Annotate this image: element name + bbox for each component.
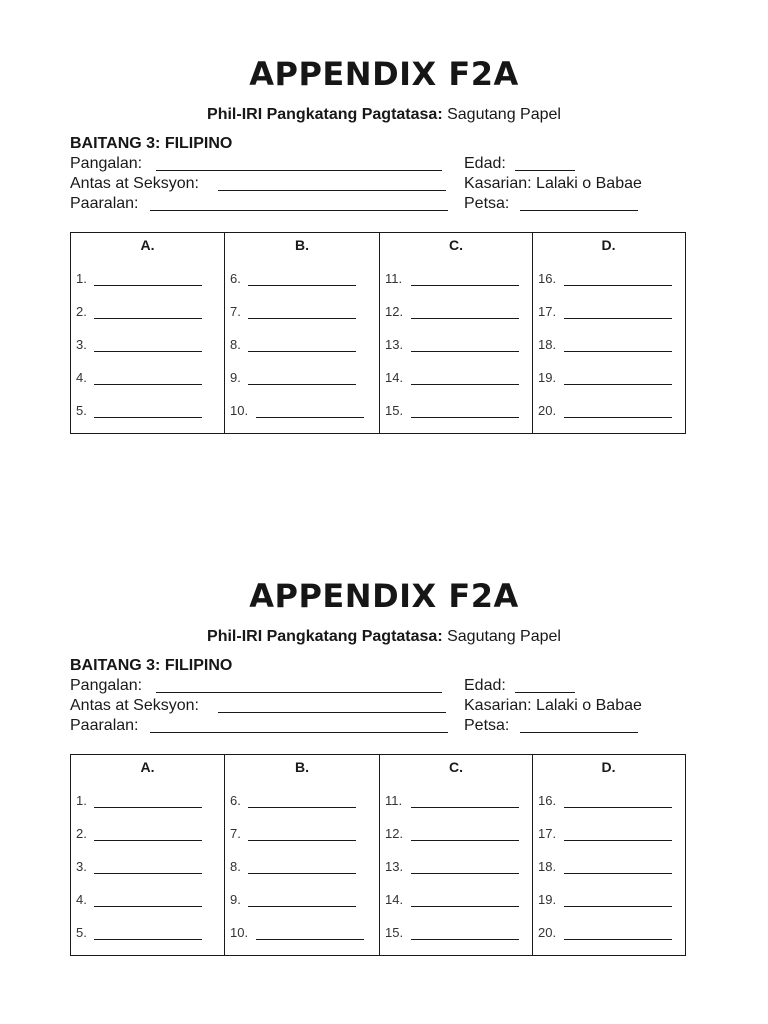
answer-item[interactable]: [538, 826, 556, 842]
answer-column-a: [71, 233, 224, 433]
answer-sheet: [0, 574, 768, 1024]
answer-column-b: [224, 233, 379, 433]
column-header: C.: [449, 237, 463, 253]
age-field[interactable]: [464, 676, 506, 696]
item-number: 6.: [230, 793, 241, 808]
answer-blank[interactable]: [94, 384, 202, 385]
item-number: 6.: [230, 271, 241, 286]
item-number: 8.: [230, 859, 241, 874]
item-number: 18.: [538, 337, 557, 352]
item-number: 9.: [230, 370, 241, 385]
answer-blank[interactable]: [411, 318, 519, 319]
answer-item[interactable]: [230, 337, 241, 353]
answer-item[interactable]: [76, 370, 87, 386]
answer-table: [70, 754, 686, 956]
answer-column-a: [71, 755, 224, 955]
answer-column-c: [379, 755, 532, 955]
answer-blank[interactable]: [94, 318, 202, 319]
subtitle-bold: Phil-IRI Pangkatang Pagtatasa:: [207, 106, 443, 123]
age-field[interactable]: [464, 154, 506, 174]
answer-blank[interactable]: [256, 417, 364, 418]
answer-item[interactable]: [230, 370, 241, 386]
item-number: 14.: [385, 370, 404, 385]
answer-item[interactable]: [538, 370, 556, 386]
answer-item[interactable]: [385, 403, 403, 419]
answer-item[interactable]: [385, 793, 402, 809]
answer-item[interactable]: [76, 826, 87, 842]
answer-item[interactable]: [230, 826, 241, 842]
date-field[interactable]: [464, 716, 509, 736]
name-label: Pangalan:: [70, 677, 143, 694]
item-number: 20.: [538, 925, 557, 940]
date-field[interactable]: [464, 194, 509, 214]
sex-field: [464, 696, 642, 716]
item-number: 15.: [385, 403, 404, 418]
school-label: Paaralan:: [70, 717, 139, 734]
item-number: 5.: [76, 925, 87, 940]
answer-item[interactable]: [230, 793, 241, 809]
answer-blank[interactable]: [564, 285, 672, 286]
answer-blank[interactable]: [564, 939, 672, 940]
answer-item[interactable]: [76, 304, 87, 320]
item-number: 8.: [230, 337, 241, 352]
subtitle: [0, 104, 768, 126]
section-label: Antas at Seksyon:: [70, 175, 199, 192]
answer-item[interactable]: [230, 403, 248, 419]
answer-blank[interactable]: [564, 417, 672, 418]
age-blank[interactable]: [515, 692, 575, 693]
column-header: A.: [140, 237, 155, 253]
item-number: 1.: [76, 271, 87, 286]
answer-item[interactable]: [76, 337, 87, 353]
answer-item[interactable]: [538, 403, 556, 419]
answer-item[interactable]: [230, 892, 241, 908]
item-number: 2.: [76, 826, 87, 841]
item-number: 12.: [385, 304, 404, 319]
answer-blank[interactable]: [248, 807, 356, 808]
answer-item[interactable]: [385, 925, 403, 941]
item-number: 16.: [538, 271, 557, 286]
answer-blank[interactable]: [94, 873, 202, 874]
column-header: D.: [601, 237, 616, 253]
item-number: 5.: [76, 403, 87, 418]
name-label: Pangalan:: [70, 155, 143, 172]
item-number: 11.: [385, 793, 403, 808]
name-blank[interactable]: [156, 170, 442, 171]
answer-column-d: [532, 233, 684, 433]
answer-item[interactable]: [385, 304, 403, 320]
answer-blank[interactable]: [564, 351, 672, 352]
grade-heading: BAITANG 3: FILIPINO: [70, 657, 233, 674]
answer-item[interactable]: [76, 925, 87, 941]
item-number: 20.: [538, 403, 557, 418]
answer-item[interactable]: [385, 892, 403, 908]
answer-blank[interactable]: [411, 351, 519, 352]
page-title: APPENDIX F2A: [249, 55, 519, 93]
answer-blank[interactable]: [248, 873, 356, 874]
answer-blank[interactable]: [248, 318, 356, 319]
item-number: 10.: [230, 925, 249, 940]
item-number: 16.: [538, 793, 557, 808]
answer-blank[interactable]: [564, 906, 672, 907]
date-label: Petsa:: [464, 717, 510, 734]
grade-heading: BAITANG 3: FILIPINO: [70, 135, 233, 152]
answer-item[interactable]: [230, 859, 241, 875]
answer-blank[interactable]: [564, 318, 672, 319]
answer-item[interactable]: [230, 925, 248, 941]
item-number: 3.: [76, 859, 87, 874]
answer-item[interactable]: [76, 892, 87, 908]
answer-blank[interactable]: [411, 285, 519, 286]
item-number: 9.: [230, 892, 241, 907]
date-blank[interactable]: [520, 732, 638, 733]
section-field[interactable]: [70, 696, 199, 716]
answer-blank[interactable]: [248, 351, 356, 352]
section-label: Antas at Seksyon:: [70, 697, 199, 714]
answer-column-d: [532, 755, 684, 955]
item-number: 4.: [76, 370, 87, 385]
answer-item[interactable]: [76, 859, 87, 875]
answer-item[interactable]: [385, 337, 403, 353]
answer-blank[interactable]: [248, 384, 356, 385]
subtitle-regular: Sagutang Papel: [447, 106, 561, 123]
sex-field: [464, 174, 642, 194]
name-field[interactable]: [70, 154, 142, 174]
column-header: A.: [140, 759, 155, 775]
name-blank[interactable]: [156, 692, 442, 693]
item-number: 10.: [230, 403, 249, 418]
answer-blank[interactable]: [248, 285, 356, 286]
subtitle: [0, 626, 768, 648]
answer-item[interactable]: [538, 793, 556, 809]
item-number: 3.: [76, 337, 87, 352]
answer-blank[interactable]: [94, 939, 202, 940]
answer-blank[interactable]: [411, 807, 519, 808]
age-label: Edad:: [464, 155, 506, 172]
item-number: 7.: [230, 826, 241, 841]
school-field[interactable]: [70, 716, 139, 736]
item-number: 13.: [385, 337, 404, 352]
answer-blank[interactable]: [94, 351, 202, 352]
item-number: 19.: [538, 892, 557, 907]
item-number: 14.: [385, 892, 404, 907]
age-label: Edad:: [464, 677, 506, 694]
item-number: 2.: [76, 304, 87, 319]
school-blank[interactable]: [150, 210, 448, 211]
answer-item[interactable]: [538, 337, 556, 353]
answer-item[interactable]: [385, 826, 403, 842]
answer-blank[interactable]: [564, 873, 672, 874]
item-number: 1.: [76, 793, 87, 808]
answer-item[interactable]: [538, 271, 556, 287]
item-number: 15.: [385, 925, 404, 940]
answer-item[interactable]: [230, 271, 241, 287]
school-label: Paaralan:: [70, 195, 139, 212]
answer-blank[interactable]: [248, 906, 356, 907]
answer-blank[interactable]: [411, 384, 519, 385]
age-blank[interactable]: [515, 170, 575, 171]
answer-item[interactable]: [538, 925, 556, 941]
item-number: 4.: [76, 892, 87, 907]
answer-item[interactable]: [538, 304, 556, 320]
answer-blank[interactable]: [564, 384, 672, 385]
item-number: 7.: [230, 304, 241, 319]
answer-item[interactable]: [76, 271, 87, 287]
answer-blank[interactable]: [411, 939, 519, 940]
answer-blank[interactable]: [564, 840, 672, 841]
answer-item[interactable]: [385, 370, 403, 386]
date-blank[interactable]: [520, 210, 638, 211]
column-header: B.: [295, 759, 309, 775]
answer-column-c: [379, 233, 532, 433]
answer-sheet: [0, 52, 768, 512]
page-title: APPENDIX F2A: [249, 577, 519, 615]
sex-label: Kasarian: Lalaki o Babae: [464, 697, 642, 714]
answer-blank[interactable]: [248, 840, 356, 841]
answer-blank[interactable]: [256, 939, 364, 940]
column-header: B.: [295, 237, 309, 253]
subtitle-regular: Sagutang Papel: [447, 628, 561, 645]
answer-blank[interactable]: [94, 807, 202, 808]
name-field[interactable]: [70, 676, 142, 696]
answer-blank[interactable]: [94, 840, 202, 841]
school-field[interactable]: [70, 194, 139, 214]
sex-label: Kasarian: Lalaki o Babae: [464, 175, 642, 192]
school-blank[interactable]: [150, 732, 448, 733]
answer-item[interactable]: [76, 403, 87, 419]
subtitle-bold: Phil-IRI Pangkatang Pagtatasa:: [207, 628, 443, 645]
section-field[interactable]: [70, 174, 199, 194]
column-header: C.: [449, 759, 463, 775]
section-blank[interactable]: [218, 190, 446, 191]
answer-blank[interactable]: [411, 873, 519, 874]
answer-item[interactable]: [385, 271, 402, 287]
answer-item[interactable]: [385, 859, 403, 875]
item-number: 19.: [538, 370, 557, 385]
item-number: 18.: [538, 859, 557, 874]
answer-blank[interactable]: [411, 840, 519, 841]
date-label: Petsa:: [464, 195, 510, 212]
answer-blank[interactable]: [94, 417, 202, 418]
item-number: 17.: [538, 826, 557, 841]
answer-item[interactable]: [230, 304, 241, 320]
answer-blank[interactable]: [94, 906, 202, 907]
answer-item[interactable]: [538, 859, 556, 875]
answer-blank[interactable]: [94, 285, 202, 286]
answer-item[interactable]: [538, 892, 556, 908]
section-blank[interactable]: [218, 712, 446, 713]
answer-column-b: [224, 755, 379, 955]
answer-blank[interactable]: [411, 906, 519, 907]
answer-item[interactable]: [76, 793, 87, 809]
item-number: 17.: [538, 304, 557, 319]
item-number: 12.: [385, 826, 404, 841]
answer-blank[interactable]: [564, 807, 672, 808]
item-number: 13.: [385, 859, 404, 874]
item-number: 11.: [385, 271, 403, 286]
answer-blank[interactable]: [411, 417, 519, 418]
answer-table: [70, 232, 686, 434]
column-header: D.: [601, 759, 616, 775]
